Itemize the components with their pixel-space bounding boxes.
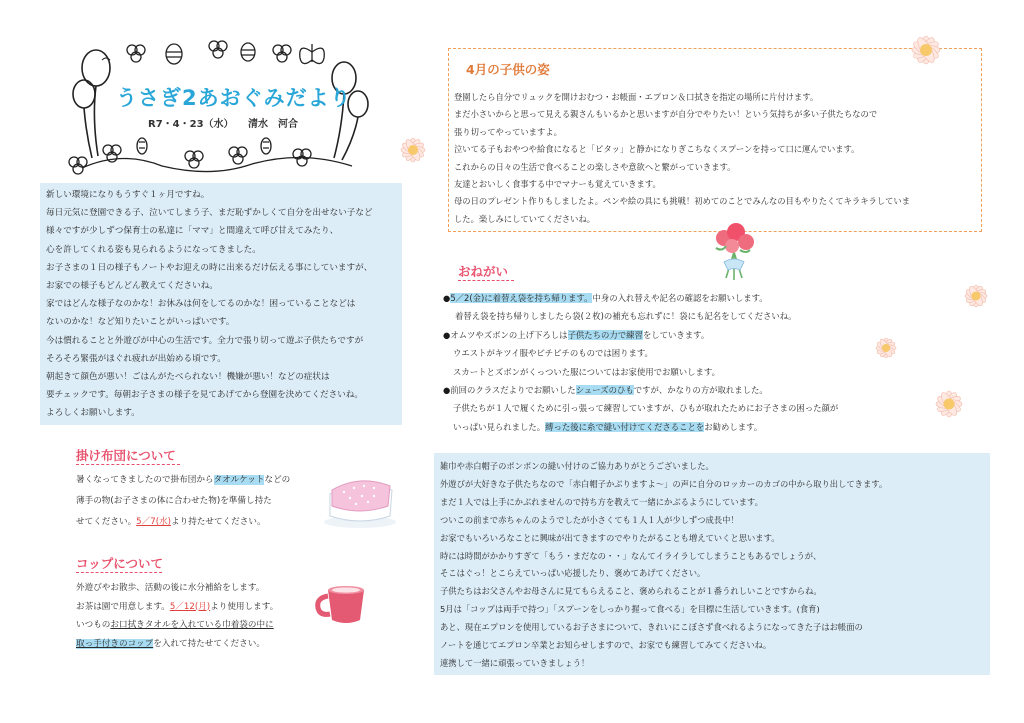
children-body [454,89,910,228]
daisy-icon [868,330,904,366]
underlined-text: お口拭きタオルを入れている巾着袋の中に [110,620,274,630]
balloon-icon [73,50,110,158]
intro-line: 新しい環境になりもうすぐ１ヶ月ですね。 [46,190,210,200]
intro-line: そろそろ緊張がほぐれ疲れが出始める頃です。 [46,353,226,364]
onegai-line: いっぱい見られました。縛った後に糸で縫い付けてくださることをお勧めします。 [453,421,763,432]
children-line: 登園したら自分でリュックを開けおむつ・お帳面・エプロン＆口拭きを指定の場所に片付けます。 [454,92,819,102]
intro-line: お子さまの１日の様子もノートやお迎えの時に出来るだけ伝える事にしていますが、 [46,262,373,273]
onegai-line: ウエストがキツイ服やピチピチのものでは困ります。 [453,348,653,359]
bottom-line: 時には時間がかかりすぎて「もう・まだなの・・」なんてイライラしてしまうこともあるでしょうが、 [440,550,822,561]
bottom-line: まだ１人では上手にかぶれませんので持ち方を教えて一緒にかぶるようにしています。 [440,496,763,507]
issue-date: R7・4・23（水） [148,119,234,130]
bullet-icon: ● [443,293,451,303]
kakebuton-line: せてください。5／7(水)より持たせてください。 [76,517,266,527]
daisy-icon [925,380,973,428]
bottom-line: あと、現在エプロンを使用しているお子さまについて、きれいにこぼさず食べれるようになってきた子はお帳面の [440,622,863,633]
bottom-box [434,453,990,675]
highlight: 子供たちの力で練習 [567,329,643,340]
bottom-line: ノートを通じてエプロン卒業とお知らせしますので、お家でも練習してみてくださいね。 [440,640,772,651]
teacher-names: 清水 河合 [248,119,298,130]
bottom-line: 連携して一緒に頑張っていきましょう！ [440,657,590,668]
onegai-title-underline [458,280,514,281]
onegai-title: おねがい [458,264,509,279]
bee-icon [166,43,255,64]
cup-title: コップについて [76,556,164,571]
intro-box [40,183,402,425]
onegai-item: ●5／2(金)に着替え袋を持ち帰ります。中身の入れ替えや記名の確認をお願いします。 [443,293,768,303]
intro-line: 家ではどんな様子なのかな！お休みは何をしてるのかな！困っていることなどは [46,299,356,310]
kakebuton-body [76,470,290,533]
flower-row-icon [69,138,352,174]
intro-line: ないのかな！など知りたいことがいっぱいです。 [46,317,235,328]
bottom-line: 外遊びが大好きな子供たちなので「赤白帽子かぶりますよ～」の声に自分のロッカーのカゴの中から取り出してきます。 [440,478,888,489]
bottom-line: そこはぐっ！とこらえていっぱい応援したり、褒めてあげてください。 [440,568,706,579]
clover-icon [127,41,291,62]
bullet-icon: ● [443,385,451,396]
kakebuton-title-underline [76,464,180,465]
bouquet-icon [706,222,762,282]
cup-line: 取っ手付きのコップを入れて持たせてください。 [76,638,265,649]
intro-line: お家での様子もどんどん教えてくださいね。 [46,281,218,292]
kakebuton-line: 薄手の物(お子さまの体に合わせた物)を準備し持た [76,496,272,506]
children-title: 4月の子供の姿 [466,62,550,77]
children-line: 張り切ってやっていますよ。 [454,126,562,137]
highlight: 5／2(金)に着替え袋を持ち帰ります。 [450,293,593,303]
onegai-line: 子供たちが１人で履くために引っ張って練習していますが、ひもが取れたためにお子さまの困った顔が [453,403,839,414]
children-line: 友達とおいしく食事する中でマナーも覚えていきます。 [454,179,661,190]
cup-title-underline [76,572,162,573]
children-line: した。楽しみにしていてくださいね。 [454,213,596,224]
onegai-line: スカートとズボンがくっついた服についてはお家使用でお願いします。 [453,366,720,377]
children-line: これからの日々の生活で食べることの楽しさや意欲へと繋がっていきます。 [454,161,736,172]
bottom-line: 5月は「コップは両手で持つ」「スプーンをしっかり握って食べる」を目標に生活していきます。(食育) [440,604,820,615]
cup-body [76,579,278,653]
cup-line: お茶は園で用意します。5／12(月)より使用します。 [76,601,279,612]
highlight: シューズのひも [575,385,634,396]
intro-line: よろしくお願いします。 [46,408,140,419]
bottom-line: ついこの前まで赤ちゃんのようでしたが小さくても１人１人が少しずつ成長中！ [440,514,739,525]
daisy-icon [956,276,996,316]
due-date: 5／7(水) [136,517,172,527]
bullet-icon: ● [443,329,451,340]
intro-line: 今は慣れることと外遊びが中心の生活です。全力で張り切って遊ぶ子供たちですが [46,335,364,346]
children-line: 泣いてる子もおやつや給食になると「ピタッ」と静かになりぎこちなくスプーンを持って口に運んでいます。 [454,144,860,155]
onegai-body [443,289,838,436]
daisy-icon [391,128,435,172]
intro-line: 心を許してくれる姿も見られるようになってきました。 [46,244,261,255]
header [62,38,372,178]
intro-line: 朝起きて顔色が悪い！ごはんがたべられない！機嫌が悪い！などの症状は [46,372,330,383]
highlight: 縛った後に糸で縫い付けてくださることを [545,421,705,432]
towel-icon [320,472,400,530]
kakebuton-title: 掛け布団について [76,448,176,463]
newsletter-title: うさぎ2あおぐみだより [116,86,352,110]
kakebuton-line: 暑くなってきましたので掛布団からタオルケットなどの [76,475,291,485]
cup-line: 外遊びやお散歩、活動の後に水分補給をします。 [76,583,265,593]
cup-line: いつものお口拭きタオルを入れている巾着袋の中に [76,620,274,630]
intro-line: 毎日元気に登園できる子、泣いてしまう子、まだ恥ずかしくて自分を出せない子など [46,208,373,219]
children-line: まだ小さいからと思って見える親さんもいるかと思いますが自分でやりたい！という気持ちが多い子供たちなので [454,109,878,120]
bottom-line: 雑巾や赤白帽子のポンポンの縫い付けのご協力ありがとうございました。 [440,461,714,471]
highlight: タオルケット [213,475,265,485]
bottom-line: お家でもいろいろなことに興味が出てきますのでやりたがることも増えていくと思います。 [440,532,780,543]
butterfly-icon [300,44,325,64]
bottom-line: 子供たちはお父さんやお母さんに見てもらえること、褒められることが１番うれしいことですからね。 [440,586,822,597]
intro-line: 様々ですが少しずつ保育士の私達に「ママ」と間違えて呼び甘えてみたり、 [46,226,339,237]
start-date: 5／12(月) [169,601,211,612]
onegai-item: ●前回のクラスだよりでお願いしたシューズのひもですが、かなりの方が取れました。 [443,385,768,396]
highlight: 取っ手付きのコップ [76,638,154,649]
cup-icon [314,580,382,628]
onegai-item: ●オムツやズボンの上げ下ろしは子供たちの力で練習をしていきます。 [443,329,710,340]
intro-line: 要チェックです。毎朝お子さまの様子を見てあげてから登園を決めてくださいね。 [46,390,364,401]
daisy-icon [900,24,952,76]
onegai-line: 着替え袋を持ち帰りしましたら袋(２枚)の補充も忘れずに！袋にも記名をしてくださいね。 [455,311,797,322]
children-line: 母の日のプレゼント作りもしましたよ。ペンや絵の具にも挑戦！初めてのことでみんなの目もやりたくてキラキラしていま [454,196,911,207]
